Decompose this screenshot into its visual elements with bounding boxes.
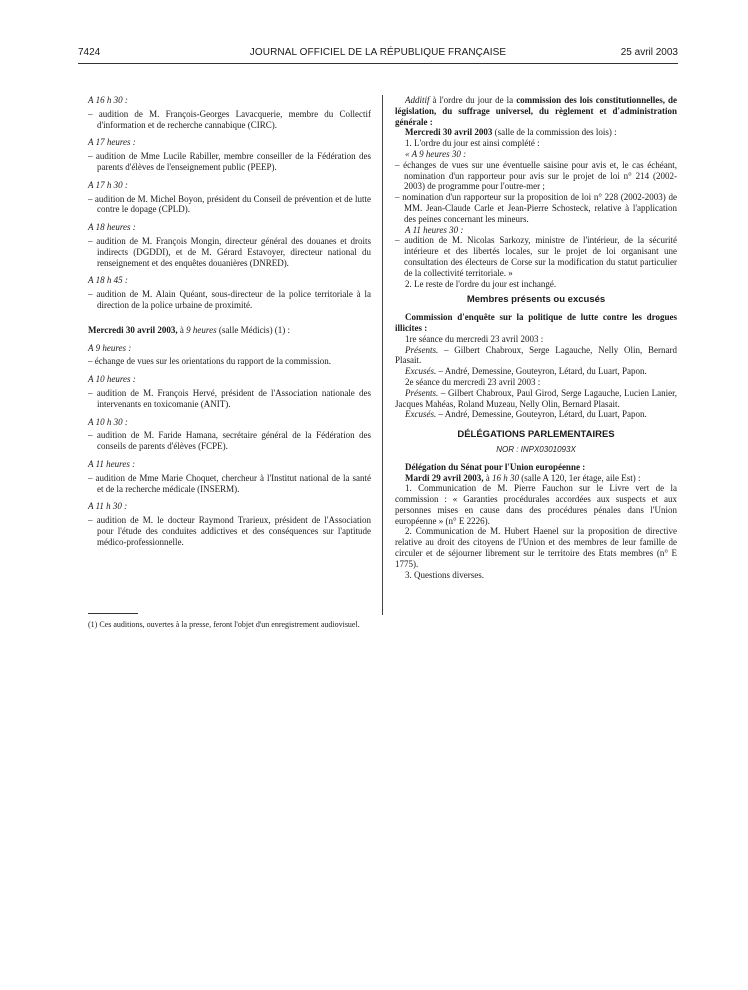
time-heading: A 11 heures : [88,458,136,469]
time-heading: A 10 h 30 : [88,416,128,427]
footnote-rule [88,613,138,614]
section-heading-delegations: DÉLÉGATIONS PARLEMENTAIRES [457,429,615,441]
agenda-item: – échanges de vues sur une éventuelle saisine pour avis et, le cas échéant, nomination d'un rapporteur pour avis sur le projet de loi n° 214 (2002-2003) de programme pour l'outre-mer ; [395,159,677,192]
additif-intro: Additif à l'ordre du jour de la commission des lois constitutionnelles, de législation, du suffrage universel, du règlement et d'administration générale : [395,95,677,127]
time-heading: A 11 heures 30 : [405,224,464,235]
right-column [395,95,677,580]
page-header [78,47,678,61]
time-heading: A 17 h 30 : [88,179,128,190]
delegation-name: Délégation du Sénat pour l'Union européenne : [405,461,586,472]
agenda-item: – échange de vues sur les orientations du rapport de la commission. [88,356,331,367]
time-heading: A 18 h 45 : [88,275,128,286]
seance-heading: 2e séance du mercredi 23 avril 2003 : [405,376,541,387]
time-heading: A 9 heures : [88,342,132,353]
time-heading: A 16 h 30 : [88,95,128,105]
session-date: Mercredi 30 avril 2003 (salle de la commission des lois) : [405,127,617,138]
agenda-point: 3. Questions diverses. [405,569,484,580]
seance-heading: 1re séance du mercredi 23 avril 2003 : [405,333,544,344]
issue-date: 25 avril 2003 [620,47,678,58]
time-heading: A 18 heures : [88,222,136,233]
agenda-point: 2. Le reste de l'ordre du jour est inchangé. [405,278,557,289]
agenda-item: – audition de M. Nicolas Sarkozy, ministre de l'intérieur, de la sécurité intérieure et des libertés locales, sur le projet de loi organisant une consultation des électeurs de Corse sur la modification du statut particulier de la collectivité territoriale. » [395,235,677,278]
journal-title: JOURNAL OFFICIEL DE LA RÉPUBLIQUE FRANÇAISE [249,47,507,58]
present-list: Présents. – Gilbert Chabroux, Paul Girod, Serge Lagauche, Lucien Lanier, Jacques Mahéas, Roland Muzeau, Nelly Olin, Bernard Plasait. [395,387,677,409]
agenda-item: – audition de M. Alain Quéant, sous-directeur de la police territoriale à la direction de la police urbaine de proximité. [88,289,371,310]
page-number: 7424 [78,47,101,58]
nor-reference: NOR : INPX0301093X [496,444,576,454]
section-heading-members: Membres présents ou excusés [466,294,606,306]
agenda-item: – audition de Mme Marie Choquet, chercheur à l'Institut national de la santé et de la recherche médicale (INSERM). [88,472,371,494]
agenda-point: 1. L'ordre du jour est ainsi complété : [405,138,540,149]
excused-list: Excusés. – André, Demessine, Gouteyron, Létard, du Luart, Papon. [405,409,647,420]
left-column [88,95,371,555]
agenda-item: – audition de M. le docteur Raymond Trarieux, président de l'Association pour l'étude des conduites addictives et des conséquences sur l'aptitude médico-professionnelle. [88,515,371,547]
agenda-item: – audition de Mme Lucile Rabiller, membre conseiller de la Fédération des parents d'élèves de l'enseignement public (PEEP). [88,151,371,172]
agenda-item: – nomination d'un rapporteur sur la proposition de loi n° 228 (2002-2003) de MM. Jean-Claude Carle et Jean-Pierre Schosteck, relative à l'application des peines concernant les mineurs. [395,192,677,224]
session-date: Mercredi 30 avril 2003, à 9 heures (salle Médicis) (1) : [88,324,291,335]
time-heading: A 10 heures : [88,374,136,385]
agenda-point: 1. Communication de M. Pierre Fauchon sur le Livre vert de la commission : « Garanties procédurales accordées aux suspects et aux personnes mises en cause dans des procédures pénales dans l'Union européenne » (n° E 2226). [395,483,677,526]
header-rule [78,63,678,64]
column-separator [382,95,383,615]
time-heading: A 17 heures : [88,137,136,148]
session-date: Mardi 29 avril 2003, à 16 h 30 (salle A 120, 1er étage, aile Est) : [405,472,641,483]
agenda-item: – audition de M. François-Georges Lavacquerie, membre du Collectif d'information et de recherche cannabique (CIRC). [88,108,371,130]
agenda-item: – audition de M. François Hervé, président de l'Association nationale des intervenants en toxicomanie (ANIT). [88,387,371,409]
commission-name: Commission d'enquête sur la politique de lutte contre les drogues illicites : [395,312,677,333]
agenda-item: – audition de M. Faride Hamana, secrétaire général de la Fédération des conseils de parents d'élèves (FCPE). [88,430,371,452]
agenda-item: – audition de M. Michel Boyon, président du Conseil de prévention et de lutte contre le dopage (CPLD). [88,193,371,215]
footnote: (1) Ces auditions, ouvertes à la presse, feront l'objet d'un enregistrement audiovisuel. [88,620,360,629]
agenda-point: 2. Communication de M. Hubert Haenel sur la proposition de directive relative au droit des citoyens de l'Union et des membres de leur famille de circuler et de séjourner librement sur le territoire des Etats membres (n° E 1775). [395,526,677,569]
present-list: Présents. – Gilbert Chabroux, Serge Lagauche, Nelly Olin, Bernard Plasait. [395,344,677,366]
time-heading: « A 9 heures 30 : [405,148,467,159]
excused-list: Excusés. – André, Demessine, Gouteyron, Létard, du Luart, Papon. [405,366,647,377]
time-heading: A 11 h 30 : [88,501,128,512]
agenda-item: – audition de M. François Mongin, directeur général des douanes et droits indirects (DGDDI), et de M. Gérard Estavoyer, directeur national du renseignement et des enquêtes douanières (DNRED). [88,235,371,268]
